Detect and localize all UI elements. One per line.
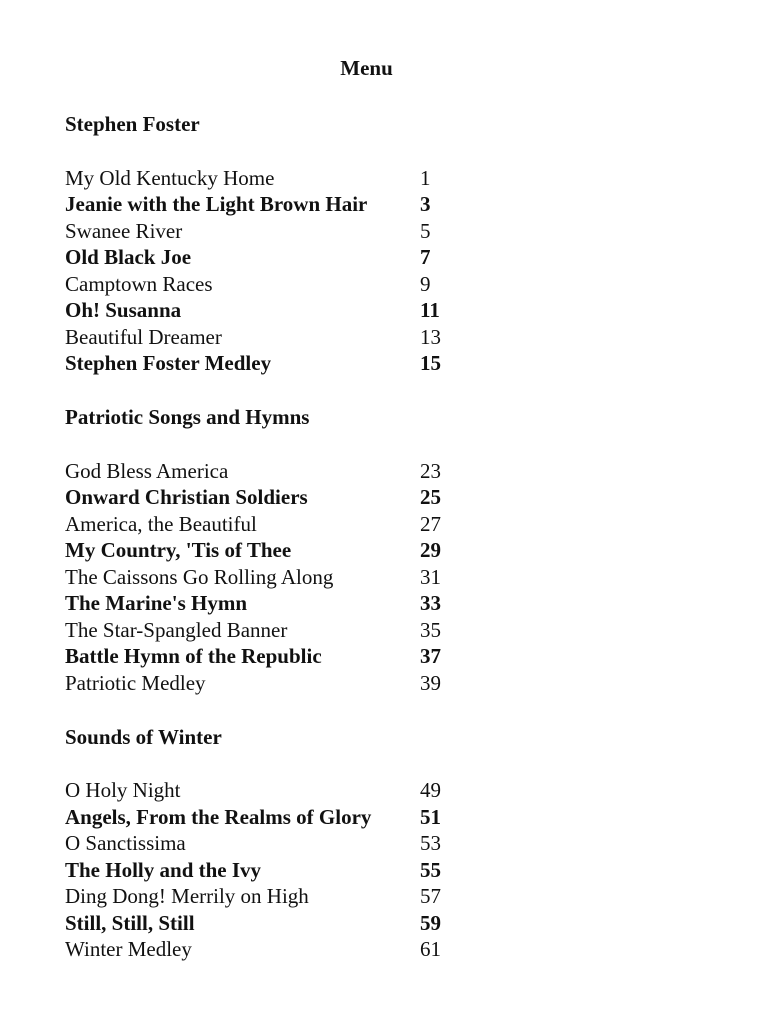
entry-title: The Marine's Hymn (65, 591, 247, 615)
entry-title: O Holy Night (65, 778, 181, 802)
section-heading: Patriotic Songs and Hymns (65, 405, 310, 429)
entry-title: Patriotic Medley (65, 670, 206, 695)
entry-title: Camptown Races (65, 271, 213, 296)
entry-title: My Country, 'Tis of Thee (65, 538, 292, 562)
menu-entry (65, 165, 465, 192)
entry-page-number: 15 (420, 351, 441, 375)
entry-title: Swanee River (65, 218, 183, 243)
entry-page-number: 51 (420, 804, 441, 829)
menu-entry (65, 511, 465, 538)
entry-page-number: 11 (420, 298, 440, 322)
menu-entry (65, 643, 465, 670)
entry-page-number: 49 (420, 778, 441, 802)
entry-page-number: 35 (420, 617, 441, 642)
entry-title: Stephen Foster Medley (65, 351, 272, 375)
entry-title: Jeanie with the Light Brown Hair (65, 192, 368, 216)
entry-title: My Old Kentucky Home (65, 165, 275, 190)
menu-entry (65, 537, 465, 564)
entry-title: Winter Medley (65, 937, 192, 961)
entry-page-number: 39 (420, 670, 441, 695)
entry-title: Ding Dong! Merrily on High (65, 884, 309, 908)
entry-page-number: 37 (420, 644, 441, 668)
menu-entry (65, 804, 465, 831)
menu-entry (65, 484, 465, 511)
menu-entry (65, 617, 465, 644)
entry-title: America, the Beautiful (65, 511, 257, 536)
menu-entry (65, 350, 465, 377)
menu-entry (65, 564, 465, 591)
menu-entry (65, 883, 465, 910)
entry-title: God Bless America (65, 458, 229, 483)
entry-page-number: 25 (420, 485, 441, 509)
menu-list (65, 110, 465, 989)
entry-page-number: 29 (420, 538, 441, 562)
section-heading: Sounds of Winter (65, 724, 222, 749)
menu-entry (65, 191, 465, 218)
menu-entry (65, 458, 465, 485)
entry-title: Still, Still, Still (65, 910, 195, 935)
menu-entry (65, 777, 465, 804)
section-entries (65, 777, 465, 963)
entry-title: The Caissons Go Rolling Along (65, 564, 334, 589)
entry-page-number: 59 (420, 910, 441, 935)
menu-entry (65, 271, 465, 298)
entry-page-number: 1 (420, 165, 431, 190)
entry-page-number: 31 (420, 564, 441, 589)
entry-page-number: 33 (420, 591, 441, 615)
entry-page-number: 57 (420, 884, 441, 908)
section-entries (65, 165, 465, 377)
menu-entry (65, 590, 465, 617)
section-entries (65, 458, 465, 697)
entry-title: Beautiful Dreamer (65, 324, 222, 349)
entry-page-number: 13 (420, 324, 441, 349)
entry-page-number: 7 (420, 245, 431, 269)
menu-entry (65, 670, 465, 697)
entry-title: The Holly and the Ivy (65, 857, 262, 882)
entry-title: The Star-Spangled Banner (65, 617, 288, 642)
entry-page-number: 9 (420, 271, 431, 296)
entry-page-number: 61 (420, 937, 441, 961)
menu-entry (65, 297, 465, 324)
menu-entry (65, 218, 465, 245)
section-patriotic-songs (65, 403, 465, 696)
entry-page-number: 3 (420, 192, 431, 216)
entry-page-number: 55 (420, 857, 441, 882)
menu-entry (65, 244, 465, 271)
section-stephen-foster (65, 110, 465, 377)
entry-page-number: 5 (420, 218, 431, 243)
entry-page-number: 53 (420, 831, 441, 855)
entry-page-number: 27 (420, 511, 441, 536)
entry-title: O Sanctissima (65, 831, 186, 855)
entry-title: Angels, From the Realms of Glory (65, 804, 372, 829)
entry-title: Old Black Joe (65, 245, 192, 269)
entry-title: Oh! Susanna (65, 298, 182, 322)
menu-entry (65, 910, 465, 937)
entry-page-number: 23 (420, 458, 441, 483)
page-title: Menu (340, 56, 393, 80)
section-heading: Stephen Foster (65, 112, 200, 136)
menu-entry (65, 936, 465, 963)
entry-title: Onward Christian Soldiers (65, 485, 308, 509)
section-sounds-of-winter (65, 723, 465, 963)
menu-entry (65, 324, 465, 351)
menu-entry (65, 857, 465, 884)
menu-entry (65, 830, 465, 857)
entry-title: Battle Hymn of the Republic (65, 644, 322, 668)
